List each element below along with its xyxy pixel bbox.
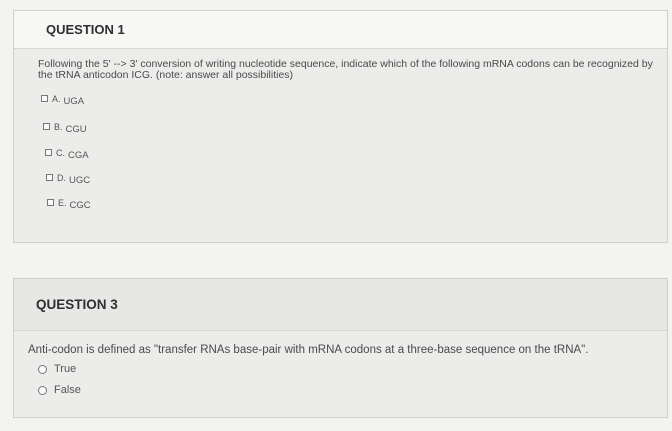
question-1-card	[13, 10, 668, 243]
radio-true[interactable]	[38, 365, 47, 374]
radio-false[interactable]	[38, 386, 47, 395]
option-a[interactable]	[41, 93, 85, 107]
option-true-text: True	[54, 363, 77, 375]
option-a-letter: A.	[52, 93, 61, 104]
question-1-header	[14, 11, 667, 49]
checkbox-d[interactable]	[46, 174, 53, 181]
option-b-letter: B.	[54, 121, 63, 132]
option-e-text: CGC	[69, 200, 91, 211]
option-d[interactable]	[46, 172, 91, 186]
option-e[interactable]	[47, 197, 91, 211]
option-e-letter: E.	[58, 197, 67, 208]
option-true[interactable]	[38, 363, 76, 375]
option-c[interactable]	[45, 147, 89, 161]
option-c-letter: C.	[56, 147, 65, 158]
checkbox-c[interactable]	[45, 149, 52, 156]
option-false[interactable]	[38, 384, 81, 396]
option-b[interactable]	[43, 121, 87, 135]
question-3-text: Anti-codon is defined as "transfer RNAs base-pair with mRNA codons at a three-base sequence on the tRNA".	[28, 344, 589, 356]
option-false-text: False	[54, 384, 81, 396]
question-1-title: QUESTION 1	[46, 22, 125, 37]
question-3-header	[14, 279, 667, 331]
question-3-card	[13, 278, 668, 418]
question-1-text: Following the 5' --> 3' conversion of writing nucleotide sequence, indicate which of the following mRNA codons can be recognized by the tRNA anticodon ICG. (note: answer all possibilities)	[38, 58, 653, 81]
option-b-text: CGU	[65, 124, 87, 135]
checkbox-b[interactable]	[43, 123, 50, 130]
option-d-letter: D.	[57, 172, 66, 183]
option-d-text: UGC	[69, 175, 91, 186]
option-a-text: UGA	[63, 96, 85, 107]
checkbox-a[interactable]	[41, 95, 48, 102]
option-c-text: CGA	[68, 150, 89, 161]
question-3-title: QUESTION 3	[36, 297, 118, 312]
checkbox-e[interactable]	[47, 199, 54, 206]
